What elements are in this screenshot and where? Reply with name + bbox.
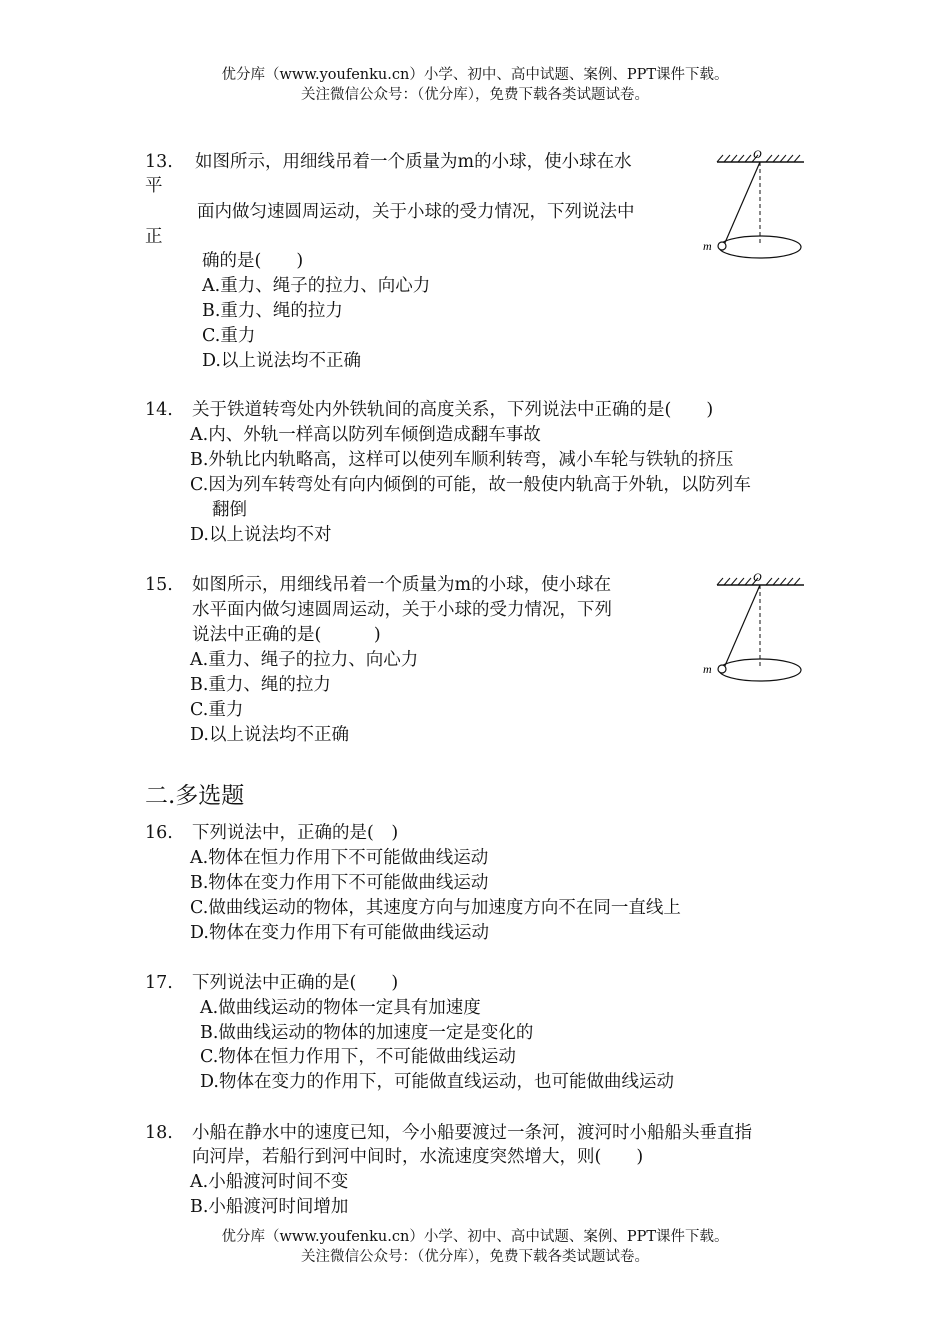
q13-stem-wrap-1: 平: [145, 176, 163, 196]
conical-pendulum-figure-1: [700, 145, 810, 270]
footer-line-2: 关注微信公众号：（优分库），免费下载各类试题试卷。: [301, 1249, 649, 1265]
q13-number: 13.: [145, 152, 173, 172]
header-line-1: 优分库（www.youfenku.cn）小学、初中、高中试题、案例、PPT课件下载。: [221, 67, 729, 83]
section-title-multiple-choice: 二.多选题: [145, 783, 245, 809]
q13-stem-line-2: 面内做匀速圆周运动，关于小球的受力情况，下列说法中: [197, 202, 635, 222]
q13-option-b: B.重力、绳的拉力: [202, 301, 343, 321]
q15-number: 15.: [145, 575, 173, 595]
pivot-label: O: [753, 570, 762, 584]
q13-stem-line-3: 确的是( ): [202, 251, 304, 271]
q17-option-a: A.做曲线运动的物体一定具有加速度: [200, 998, 481, 1018]
q17-option-b: B.做曲线运动的物体的加速度一定是变化的: [200, 1023, 534, 1043]
q17-option-c: C.物体在恒力作用下，不可能做曲线运动: [200, 1047, 516, 1067]
q13-option-a: A.重力、绳子的拉力、向心力: [202, 276, 431, 296]
conical-pendulum-figure-2: [700, 568, 810, 693]
q14-stem: 关于铁道转弯处内外铁轨间的高度关系，下列说法中正确的是( ): [192, 400, 714, 420]
q18-option-a: A.小船渡河时间不变: [190, 1172, 349, 1192]
mass-label: m: [703, 662, 712, 676]
q15-option-a: A.重力、绳子的拉力、向心力: [190, 650, 419, 670]
q13-stem-line-1: 如图所示，用细线吊着一个质量为m的小球，使小球在水: [195, 152, 632, 172]
q15-option-c: C.重力: [190, 700, 244, 720]
q16-option-b: B.物体在变力作用下不可能做曲线运动: [190, 873, 489, 893]
q14-number: 14.: [145, 400, 173, 420]
mass-label: m: [703, 239, 712, 253]
q16-number: 16.: [145, 823, 173, 843]
q18-stem-line-1: 小船在静水中的速度已知，今小船要渡过一条河，渡河时小船船头垂直指: [192, 1123, 752, 1143]
q14-option-c-line-1: C.因为列车转弯处有向内倾倒的可能，故一般使内轨高于外轨，以防列车: [190, 475, 751, 495]
q16-option-c: C.做曲线运动的物体，其速度方向与加速度方向不在同一直线上: [190, 898, 681, 918]
q17-number: 17.: [145, 973, 173, 993]
q13-option-d: D.以上说法均不正确: [202, 351, 361, 371]
q14-option-c-line-2: 翻倒: [212, 500, 247, 520]
q17-option-d: D.物体在变力的作用下，可能做直线运动，也可能做曲线运动: [200, 1072, 674, 1092]
q15-stem-line-3: 说法中正确的是( ): [192, 625, 381, 645]
q18-stem-line-2: 向河岸，若船行到河中间时，水流速度突然增大，则( ): [192, 1147, 644, 1167]
q13-option-c: C.重力: [202, 326, 256, 346]
q15-option-d: D.以上说法均不正确: [190, 725, 349, 745]
q16-stem: 下列说法中，正确的是( ): [192, 823, 399, 843]
q14-option-d: D.以上说法均不对: [190, 525, 332, 545]
q18-option-b: B.小船渡河时间增加: [190, 1197, 349, 1217]
q15-stem-line-2: 水平面内做匀速圆周运动，关于小球的受力情况，下列: [192, 600, 612, 620]
q17-stem: 下列说法中正确的是( ): [192, 973, 399, 993]
q15-stem-line-1: 如图所示，用细线吊着一个质量为m的小球，使小球在: [192, 575, 612, 595]
footer-line-1: 优分库（www.youfenku.cn）小学、初中、高中试题、案例、PPT课件下载。: [221, 1229, 729, 1245]
pivot-label: O: [753, 147, 762, 161]
q18-number: 18.: [145, 1123, 173, 1143]
q16-option-a: A.物体在恒力作用下不可能做曲线运动: [190, 848, 489, 868]
q14-option-b: B.外轨比内轨略高，这样可以使列车顺利转弯，减小车轮与铁轨的挤压: [190, 450, 734, 470]
q13-stem-wrap-2: 正: [145, 227, 163, 247]
q15-option-b: B.重力、绳的拉力: [190, 675, 331, 695]
q14-option-a: A.内、外轨一样高以防列车倾倒造成翻车事故: [190, 425, 541, 445]
q16-option-d: D.物体在变力作用下有可能做曲线运动: [190, 923, 489, 943]
header-line-2: 关注微信公众号：（优分库），免费下载各类试题试卷。: [301, 87, 649, 103]
